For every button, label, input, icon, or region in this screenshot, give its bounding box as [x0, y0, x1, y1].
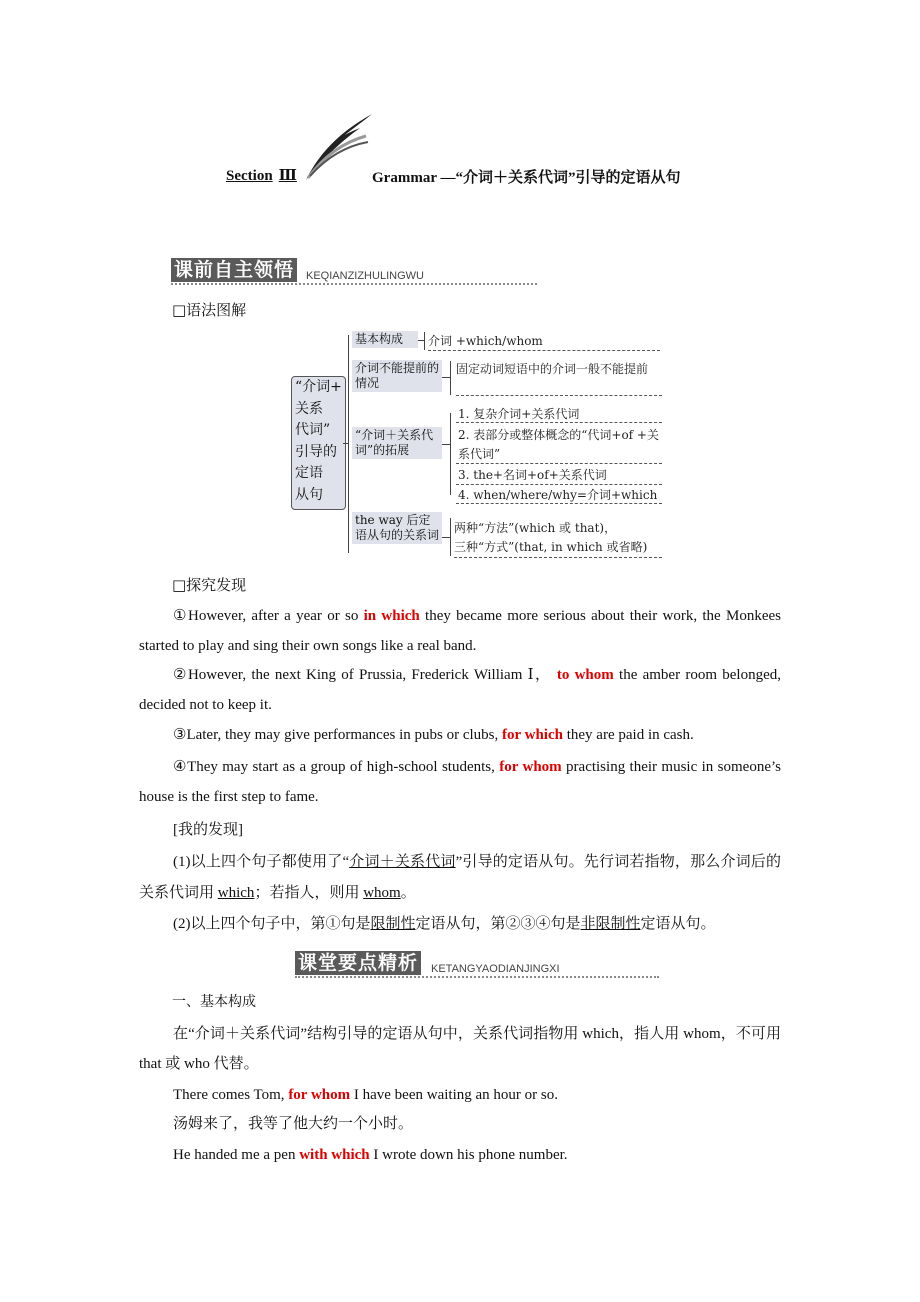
root-line: 关系 — [295, 400, 323, 417]
banner-pinyin: KEQIANZIZHULINGWU — [306, 270, 424, 282]
text: He handed me a pen — [173, 1147, 300, 1163]
text: 定语从句。 — [640, 916, 716, 932]
root-line: 定语 — [295, 465, 323, 481]
root-line: 引导的 — [295, 443, 337, 460]
example-cn-1: 汤姆来了，我等了他大约一个小时。 — [173, 1116, 414, 1132]
connector — [442, 537, 450, 538]
branch-item: 2. 表部分或整体概念的“代词+of +关系代词” — [458, 428, 659, 461]
dash-line — [428, 350, 660, 351]
text: ①However, after a year or so — [173, 608, 364, 624]
text: ③Later, they may give performances in pubs or clubs, — [173, 727, 502, 743]
text: they are paid in cash. — [562, 727, 694, 743]
text: ；若指人，则用 — [254, 885, 364, 901]
text: the amber room belonged, decided not to keep it. — [139, 667, 781, 713]
finding-2 — [139, 909, 781, 939]
highlight: to whom — [556, 667, 614, 683]
example-sentence-1 — [139, 601, 781, 661]
dash-line — [456, 484, 662, 485]
highlight: for whom — [288, 1087, 351, 1103]
findings-heading: [我的发现] — [173, 822, 243, 838]
diagram-heading: □语法图解 — [172, 301, 247, 319]
answer: whom — [363, 885, 401, 901]
text: ”引导的定语从句。先行词若指物，那么介词后的关系代词用 — [139, 854, 781, 901]
dash-line — [456, 422, 662, 423]
title-text: Grammar —“介词＋关系代词”引导的定语从句 — [372, 170, 681, 186]
text: ②However, the next King of Prussia, Frederick William Ⅰ， — [173, 667, 557, 683]
section-heading: 一、基本构成 — [172, 994, 256, 1010]
banner-preclass: 课前自主领悟 — [171, 258, 297, 282]
brace — [348, 335, 349, 553]
connector — [442, 377, 450, 378]
branch-item: 4. when/where/why=介词+which — [458, 488, 658, 502]
answer: 非限制性 — [580, 916, 641, 932]
root-line: “介词+ — [295, 379, 342, 395]
root-line: 代词” — [295, 422, 331, 438]
branch-item: 三种“方式”(that, in which 或省略) — [454, 540, 648, 554]
dotted-divider — [295, 976, 659, 978]
diagram-root — [291, 376, 346, 510]
answer: which — [217, 885, 255, 901]
example-sentence-3 — [139, 720, 781, 750]
branch-extension: “介词＋关系代词”的拓展 — [352, 427, 442, 459]
example-en-2 — [139, 1140, 781, 1170]
example-en-1 — [139, 1080, 781, 1110]
branch-item: 固定动词短语中的介词一般不能提前 — [456, 362, 649, 376]
text: (2)以上四个句子中，第①句是 — [173, 916, 371, 932]
text: 定语从句，第②③④句是 — [415, 916, 581, 932]
branch-item: 两种“方法”(which 或 that)， — [454, 521, 617, 535]
text: I have been waiting an hour or so. — [350, 1087, 558, 1103]
highlight: for whom — [499, 759, 562, 775]
section-label — [226, 166, 297, 185]
text: practising their music in someone’s house is the first step to fame. — [139, 759, 781, 805]
text: (1)以上四个句子都使用了“ — [173, 854, 350, 870]
branch-item: 3. the+名词+of+关系代词 — [458, 468, 607, 482]
branch-the-way: the way 后定语从句的关系词 — [352, 512, 442, 544]
branch-basic: 基本构成 — [352, 331, 418, 348]
root-line: 从句 — [295, 486, 323, 503]
finding-1 — [139, 847, 781, 909]
branch-no-front: 介词不能提前的情况 — [352, 360, 442, 392]
branch-item: 介词 +which/whom — [428, 334, 543, 348]
branch-item: 1. 复杂介词+关系代词 — [458, 407, 580, 421]
connector — [442, 444, 450, 445]
highlight: in which — [363, 608, 420, 624]
section-numeral: Ⅲ — [278, 168, 297, 184]
dash-line — [456, 503, 662, 504]
banner-inclass: 课堂要点精析 — [295, 951, 421, 975]
text: 。 — [400, 885, 416, 901]
highlight: with which — [299, 1147, 370, 1163]
connector — [450, 413, 451, 495]
explanation-paragraph: 在“介词＋关系代词”结构引导的定语从句中，关系代词指物用 which，指人用 whom，不可用 that 或 who 代替。 — [139, 1026, 781, 1072]
highlight: for which — [502, 727, 563, 743]
answer: 介词＋关系代词 — [349, 854, 456, 870]
connector — [450, 361, 451, 395]
explore-heading: □探究发现 — [172, 576, 247, 594]
dash-line — [456, 463, 662, 464]
dotted-divider — [171, 283, 537, 285]
banner-pinyin: KETANGYAODIANJINGXI — [431, 963, 560, 975]
section-word: Section — [226, 168, 273, 184]
text: I wrote down his phone number. — [369, 1147, 568, 1163]
text: ④They may start as a group of high-school students, — [173, 759, 500, 775]
connector — [450, 518, 451, 556]
example-sentence-2 — [139, 660, 781, 720]
swoosh-logo-icon — [300, 112, 376, 184]
text: There comes Tom, — [173, 1087, 289, 1103]
answer: 限制性 — [370, 916, 416, 932]
page-title — [372, 166, 680, 187]
dash-line — [454, 557, 662, 558]
connector — [424, 332, 425, 350]
text: they became more serious about their work, the Monkees started to play and sing their own songs like a real band. — [139, 608, 781, 654]
dash-line — [456, 395, 662, 396]
example-sentence-4 — [139, 752, 781, 812]
brace-tip — [343, 443, 349, 444]
